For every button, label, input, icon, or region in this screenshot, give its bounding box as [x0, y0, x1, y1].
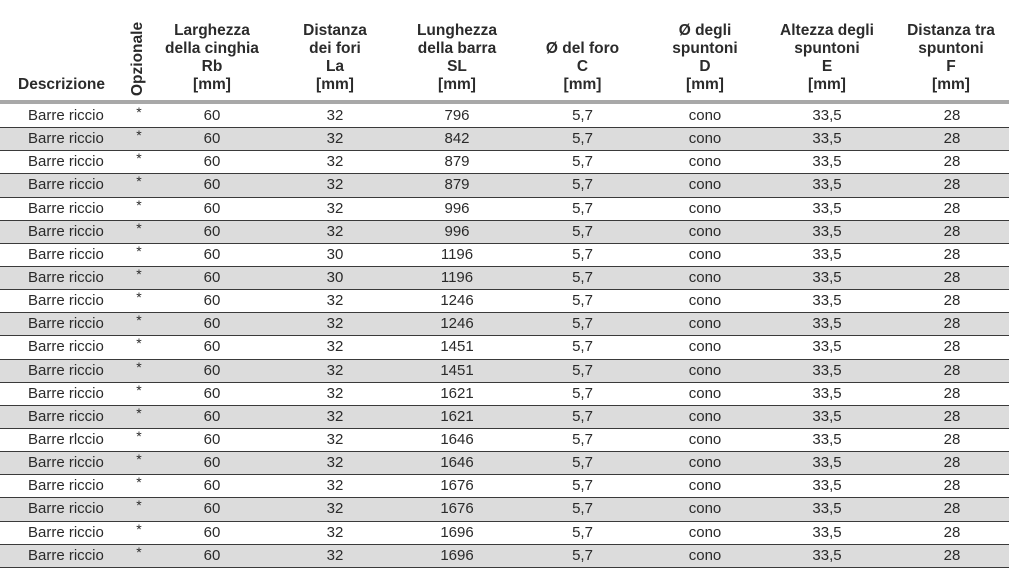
cell-sl: 1451	[440, 338, 474, 356]
cell-sl: 1451	[440, 361, 474, 379]
cell-descrizione: Barre riccio	[28, 523, 104, 541]
cell-opzionale: *	[136, 219, 142, 236]
cell-la: 32	[326, 222, 344, 240]
cell-opzionale: *	[136, 427, 142, 444]
cell-rb: 60	[203, 222, 221, 240]
cell-sl: 996	[444, 199, 470, 217]
cell-descrizione: Barre riccio	[28, 361, 104, 379]
cell-la: 32	[326, 315, 344, 333]
cell-la: 32	[326, 430, 344, 448]
cell-descrizione: Barre riccio	[28, 384, 104, 402]
cell-f: 28	[943, 407, 961, 425]
cell-descrizione: Barre riccio	[28, 292, 104, 310]
cell-e: 33,5	[812, 407, 842, 425]
cell-rb: 60	[203, 384, 221, 402]
cell-f: 28	[943, 430, 961, 448]
header-la: Distanza dei fori La [mm]	[303, 22, 367, 93]
cell-d: cono	[688, 546, 722, 564]
cell-d: cono	[688, 268, 722, 286]
cell-descrizione: Barre riccio	[28, 245, 104, 263]
cell-d: cono	[688, 245, 722, 263]
cell-sl: 1646	[440, 430, 474, 448]
table-row	[0, 522, 1009, 545]
cell-opzionale: *	[136, 150, 142, 167]
cell-la: 32	[326, 546, 344, 564]
cell-rb: 60	[203, 153, 221, 171]
cell-descrizione: Barre riccio	[28, 407, 104, 425]
cell-d: cono	[688, 199, 722, 217]
cell-sl: 1196	[440, 245, 474, 263]
cell-e: 33,5	[812, 546, 842, 564]
cell-sl: 1646	[440, 454, 474, 472]
cell-rb: 60	[203, 199, 221, 217]
cell-sl: 1196	[440, 268, 474, 286]
table-row	[0, 452, 1009, 475]
cell-rb: 60	[203, 407, 221, 425]
cell-e: 33,5	[812, 268, 842, 286]
cell-c: 5,7	[572, 176, 593, 194]
cell-e: 33,5	[812, 222, 842, 240]
cell-opzionale: *	[136, 497, 142, 514]
cell-e: 33,5	[812, 315, 842, 333]
cell-d: cono	[688, 454, 722, 472]
cell-e: 33,5	[812, 384, 842, 402]
cell-la: 30	[326, 268, 344, 286]
header-descrizione: Descrizione	[18, 76, 106, 93]
cell-rb: 60	[203, 430, 221, 448]
table-row	[0, 221, 1009, 244]
cell-rb: 60	[203, 176, 221, 194]
table-row	[0, 313, 1009, 336]
cell-c: 5,7	[572, 407, 593, 425]
cell-f: 28	[943, 176, 961, 194]
cell-e: 33,5	[812, 245, 842, 263]
cell-la: 32	[326, 477, 344, 495]
cell-c: 5,7	[572, 430, 593, 448]
table-row	[0, 406, 1009, 429]
table-row	[0, 290, 1009, 313]
cell-rb: 60	[203, 107, 221, 124]
cell-descrizione: Barre riccio	[28, 130, 104, 148]
cell-d: cono	[688, 130, 722, 148]
cell-opzionale: *	[136, 312, 142, 329]
cell-f: 28	[943, 315, 961, 333]
table-row	[0, 151, 1009, 174]
cell-la: 32	[326, 454, 344, 472]
cell-opzionale: *	[136, 404, 142, 421]
cell-descrizione: Barre riccio	[28, 500, 104, 518]
cell-descrizione: Barre riccio	[28, 477, 104, 495]
cell-d: cono	[688, 500, 722, 518]
cell-rb: 60	[203, 245, 221, 263]
cell-e: 33,5	[812, 130, 842, 148]
cell-f: 28	[943, 384, 961, 402]
table-row	[0, 429, 1009, 452]
cell-c: 5,7	[572, 546, 593, 564]
cell-rb: 60	[203, 477, 221, 495]
cell-f: 28	[943, 361, 961, 379]
cell-f: 28	[943, 500, 961, 518]
table-row	[0, 174, 1009, 197]
cell-opzionale: *	[136, 265, 142, 282]
cell-opzionale: *	[136, 242, 142, 259]
cell-la: 32	[326, 130, 344, 148]
cell-d: cono	[688, 107, 722, 124]
cell-sl: 1246	[440, 292, 474, 310]
cell-sl: 1621	[440, 384, 474, 402]
cell-d: cono	[688, 315, 722, 333]
header-f: Distanza tra spuntoni F [mm]	[907, 22, 995, 93]
header-e: Altezza degli spuntoni E [mm]	[780, 22, 874, 93]
cell-sl: 1696	[440, 523, 474, 541]
cell-f: 28	[943, 107, 961, 124]
table-row	[0, 267, 1009, 290]
cell-opzionale: *	[136, 451, 142, 468]
cell-sl: 842	[444, 130, 470, 148]
cell-f: 28	[943, 523, 961, 541]
cell-d: cono	[688, 523, 722, 541]
cell-d: cono	[688, 292, 722, 310]
cell-opzionale: *	[136, 196, 142, 213]
table-row	[0, 244, 1009, 267]
cell-c: 5,7	[572, 361, 593, 379]
cell-d: cono	[688, 477, 722, 495]
cell-c: 5,7	[572, 222, 593, 240]
cell-f: 28	[943, 199, 961, 217]
cell-descrizione: Barre riccio	[28, 153, 104, 171]
cell-opzionale: *	[136, 335, 142, 352]
table-row	[0, 545, 1009, 568]
cell-e: 33,5	[812, 153, 842, 171]
cell-sl: 996	[444, 222, 470, 240]
table-row	[0, 105, 1009, 128]
cell-la: 32	[326, 292, 344, 310]
cell-e: 33,5	[812, 199, 842, 217]
cell-la: 32	[326, 153, 344, 171]
cell-la: 32	[326, 107, 344, 124]
cell-descrizione: Barre riccio	[28, 268, 104, 286]
cell-opzionale: *	[136, 543, 142, 560]
cell-descrizione: Barre riccio	[28, 107, 104, 124]
cell-c: 5,7	[572, 268, 593, 286]
cell-d: cono	[688, 407, 722, 425]
cell-e: 33,5	[812, 500, 842, 518]
cell-c: 5,7	[572, 338, 593, 356]
cell-rb: 60	[203, 523, 221, 541]
cell-opzionale: *	[136, 127, 142, 144]
cell-e: 33,5	[812, 361, 842, 379]
cell-d: cono	[688, 384, 722, 402]
cell-d: cono	[688, 176, 722, 194]
header-rb: Larghezza della cinghia Rb [mm]	[165, 22, 259, 93]
table-row	[0, 336, 1009, 359]
cell-f: 28	[943, 130, 961, 148]
cell-descrizione: Barre riccio	[28, 199, 104, 217]
table-body	[0, 105, 1009, 568]
cell-opzionale: *	[136, 520, 142, 537]
cell-c: 5,7	[572, 130, 593, 148]
table-row	[0, 198, 1009, 221]
cell-descrizione: Barre riccio	[28, 338, 104, 356]
cell-opzionale: *	[136, 358, 142, 375]
cell-opzionale: *	[136, 173, 142, 190]
table-row	[0, 360, 1009, 383]
cell-sl: 879	[444, 153, 470, 171]
cell-c: 5,7	[572, 523, 593, 541]
cell-descrizione: Barre riccio	[28, 454, 104, 472]
table-row	[0, 498, 1009, 521]
cell-sl: 1696	[440, 546, 474, 564]
cell-rb: 60	[203, 268, 221, 286]
cell-rb: 60	[203, 292, 221, 310]
cell-c: 5,7	[572, 454, 593, 472]
table-row	[0, 383, 1009, 406]
cell-rb: 60	[203, 361, 221, 379]
cell-f: 28	[943, 454, 961, 472]
cell-descrizione: Barre riccio	[28, 176, 104, 194]
cell-e: 33,5	[812, 454, 842, 472]
cell-f: 28	[943, 546, 961, 564]
cell-c: 5,7	[572, 107, 593, 124]
cell-sl: 879	[444, 176, 470, 194]
cell-opzionale: *	[136, 474, 142, 491]
cell-e: 33,5	[812, 176, 842, 194]
header-rule	[0, 100, 1009, 104]
cell-c: 5,7	[572, 315, 593, 333]
cell-la: 32	[326, 176, 344, 194]
cell-sl: 1621	[440, 407, 474, 425]
cell-la: 32	[326, 384, 344, 402]
cell-rb: 60	[203, 338, 221, 356]
table-row	[0, 128, 1009, 151]
cell-rb: 60	[203, 130, 221, 148]
cell-rb: 60	[203, 454, 221, 472]
cell-f: 28	[943, 292, 961, 310]
cell-d: cono	[688, 361, 722, 379]
header-opzionale: Opzionale	[129, 21, 146, 96]
cell-f: 28	[943, 222, 961, 240]
cell-sl: 796	[444, 107, 470, 124]
cell-e: 33,5	[812, 292, 842, 310]
cell-sl: 1246	[440, 315, 474, 333]
cell-la: 32	[326, 338, 344, 356]
cell-sl: 1676	[440, 477, 474, 495]
cell-opzionale: *	[136, 381, 142, 398]
cell-c: 5,7	[572, 199, 593, 217]
table-header	[0, 0, 1009, 100]
cell-f: 28	[943, 245, 961, 263]
header-c: Ø del foro C [mm]	[545, 40, 620, 93]
cell-descrizione: Barre riccio	[28, 315, 104, 333]
cell-rb: 60	[203, 315, 221, 333]
cell-descrizione: Barre riccio	[28, 222, 104, 240]
cell-f: 28	[943, 477, 961, 495]
cell-e: 33,5	[812, 107, 842, 124]
cell-rb: 60	[203, 500, 221, 518]
cell-f: 28	[943, 338, 961, 356]
cell-d: cono	[688, 222, 722, 240]
cell-c: 5,7	[572, 500, 593, 518]
cell-e: 33,5	[812, 338, 842, 356]
cell-d: cono	[688, 430, 722, 448]
cell-f: 28	[943, 153, 961, 171]
cell-la: 32	[326, 523, 344, 541]
cell-c: 5,7	[572, 384, 593, 402]
cell-e: 33,5	[812, 477, 842, 495]
cell-sl: 1676	[440, 500, 474, 518]
cell-la: 32	[326, 361, 344, 379]
cell-opzionale: *	[136, 104, 142, 120]
cell-e: 33,5	[812, 430, 842, 448]
cell-e: 33,5	[812, 523, 842, 541]
cell-descrizione: Barre riccio	[28, 546, 104, 564]
cell-c: 5,7	[572, 153, 593, 171]
cell-c: 5,7	[572, 477, 593, 495]
cell-f: 28	[943, 268, 961, 286]
cell-c: 5,7	[572, 292, 593, 310]
header-d: Ø degli spuntoni D [mm]	[672, 22, 738, 93]
cell-la: 32	[326, 199, 344, 217]
cell-descrizione: Barre rlccio	[28, 430, 104, 448]
cell-d: cono	[688, 153, 722, 171]
cell-c: 5,7	[572, 245, 593, 263]
table-row	[0, 475, 1009, 498]
cell-la: 32	[326, 500, 344, 518]
cell-d: cono	[688, 338, 722, 356]
cell-opzionale: *	[136, 289, 142, 306]
cell-la: 32	[326, 407, 344, 425]
cell-rb: 60	[203, 546, 221, 564]
header-sl: Lunghezza della barra SL [mm]	[416, 22, 498, 93]
cell-la: 30	[326, 245, 344, 263]
